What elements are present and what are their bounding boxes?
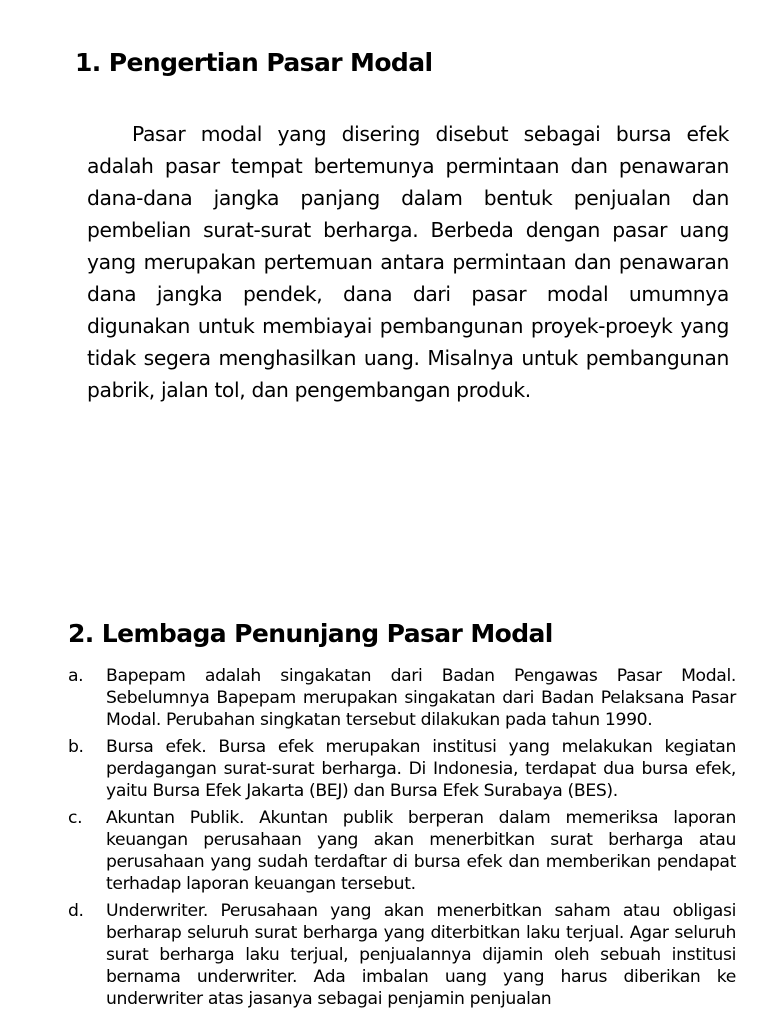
- section-2-heading: 2. Lembaga Penunjang Pasar Modal: [68, 619, 553, 648]
- list-item: [68, 900, 736, 1010]
- list-item: [68, 807, 736, 895]
- list-item-marker: a.: [68, 666, 84, 686]
- list-item-marker: d.: [68, 901, 84, 921]
- list-item: [68, 665, 736, 731]
- list-item-text: Bapepam adalah singakatan dari Badan Pengawas Pasar Modal. Sebelumnya Bapepam merupakan singakatan dari Badan Pelaksana Pasar Modal. Perubahan singkatan tersebut dilakukan pada tahun 1990.: [106, 666, 736, 730]
- list-item-text: Underwriter. Perusahaan yang akan menerbitkan saham atau obligasi berharap seluruh surat berharga yang diterbitkan laku terjual. Agar seluruh surat berharga laku terjual, penjualannya dijamin oleh sebuah institusi bernama underwriter. Ada imbalan uang yang harus diberikan ke underwriter atas jasanya sebagai penjamin penjualan: [106, 901, 736, 1009]
- list-item: [68, 736, 736, 802]
- list-item-text: Bursa efek. Bursa efek merupakan institusi yang melakukan kegiatan perdagangan surat-surat berharga. Di Indonesia, terdapat dua bursa efek, yaitu Bursa Efek Jakarta (BEJ) dan Bursa Efek Surabaya (BES).: [106, 737, 736, 801]
- list-item-marker: c.: [68, 808, 83, 828]
- institution-list: [68, 665, 736, 1015]
- section-1-paragraph: Pasar modal yang disering disebut sebagai bursa efek adalah pasar tempat bertemunya permintaan dan penawaran dana-dana jangka panjang dalam bentuk penjualan dan pembelian surat-surat berharga. Berbeda dengan pasar uang yang merupakan pertemuan antara permintaan dan penawaran dana jangka pendek, dana dari pasar modal umumnya digunakan untuk membiayai pembangunan proyek-proeyk yang tidak segera menghasilkan uang. Misalnya untuk pembangunan pabrik, jalan tol, dan pengembangan produk.: [87, 122, 729, 402]
- list-item-marker: b.: [68, 737, 84, 757]
- section-1-heading: 1. Pengertian Pasar Modal: [75, 48, 433, 77]
- list-item-text: Akuntan Publik. Akuntan publik berperan dalam memeriksa laporan keuangan perusahaan yang akan menerbitkan surat berharga atau perusahaan yang sudah terdaftar di bursa efek dan memberikan pendapat terhadap laporan keuangan tersebut.: [106, 808, 736, 894]
